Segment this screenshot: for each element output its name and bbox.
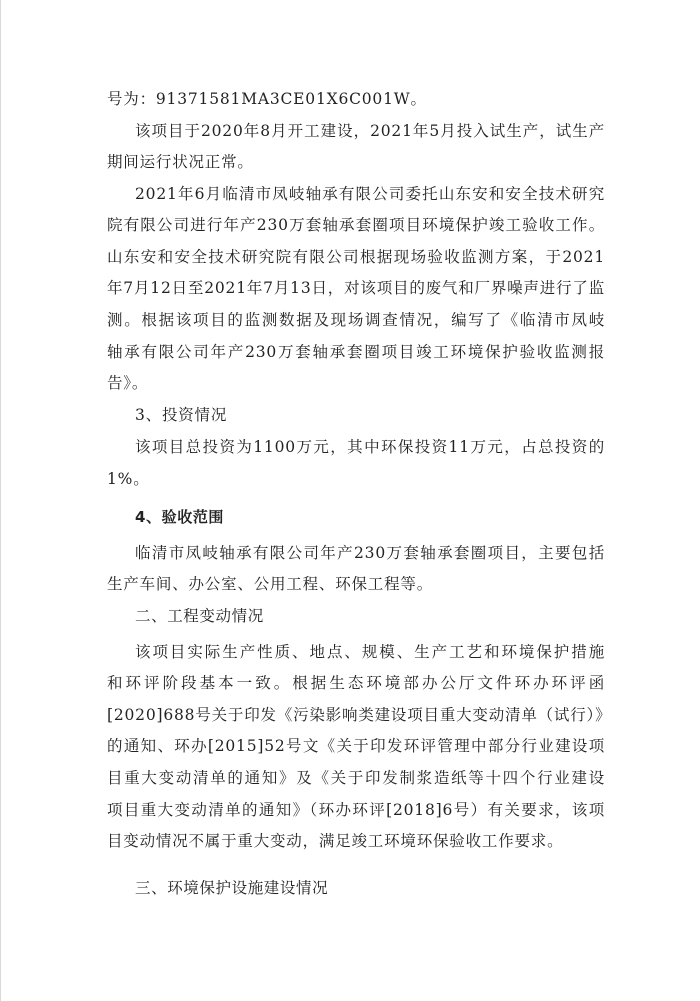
paragraph-line: 该项目总投资为1100万元，其中环保投资11万元，占总投资的 (135, 438, 605, 456)
paragraph-line: 年7月12日至2021年7月13日，对该项目的废气和厂界噪声进行了监 (107, 279, 605, 297)
paragraph-line: [2020]688号关于印发《污染影响类建设项目重大变动清单（试行）》 (107, 706, 612, 724)
paragraph-line: 目变动情况不属于重大变动，满足竣工环境环保验收工作要求。 (107, 832, 564, 850)
paragraph-line: 和环评阶段基本一致。根据生态环境部办公厅文件环办环评函 (107, 674, 605, 692)
paragraph-line: 轴承有限公司年产230万套轴承套圈项目竣工环境保护验收监测报 (107, 343, 605, 361)
paragraph-line: 期间运行状况正常。 (107, 153, 254, 171)
paragraph-line: 告》。 (107, 374, 149, 392)
paragraph-line: 的通知、环办[2015]52号文《关于印发环评管理中部分行业建设项 (107, 737, 605, 755)
paragraph-line: 2021年6月临清市凤岐轴承有限公司委托山东安和安全技术研究 (135, 185, 605, 203)
paragraph-line: 项目重大变动清单的通知》（环办环评[2018]6号）有关要求，该项 (107, 801, 605, 819)
paragraph-line: 1%。 (107, 470, 150, 488)
paragraph-line: 目重大变动清单的通知》及《关于印发制浆造纸等十四个行业建设 (107, 769, 605, 787)
section-heading-engineering-changes: 二、工程变动情况 (135, 607, 264, 625)
paragraph-line: 临清市凤岐轴承有限公司年产230万套轴承套圈项目，主要包括 (135, 544, 605, 562)
registration-number-line: 号为：91371581MA3CE01X6C001W。 (107, 90, 427, 108)
section-heading-acceptance-scope: 4、验收范围 (135, 508, 225, 526)
paragraph-line: 该项目于2020年8月开工建设，2021年5月投入试生产，试生产 (135, 122, 605, 140)
paragraph-line: 测。根据该项目的监测数据及现场调查情况，编写了《临清市凤岐 (107, 311, 605, 329)
section-heading-investment: 3、投资情况 (135, 406, 228, 424)
paragraph-line: 该项目实际生产性质、地点、规模、生产工艺和环境保护措施 (135, 643, 605, 661)
paragraph-line: 院有限公司进行年产230万套轴承套圈项目环境保护竣工验收工作。 (107, 216, 605, 234)
paragraph-line: 生产车间、办公室、公用工程、环保工程等。 (107, 575, 434, 593)
section-heading-environmental-facilities: 三、环境保护设施建设情况 (135, 879, 329, 897)
paragraph-line: 山东安和安全技术研究院有限公司根据现场验收监测方案，于2021 (107, 248, 605, 266)
